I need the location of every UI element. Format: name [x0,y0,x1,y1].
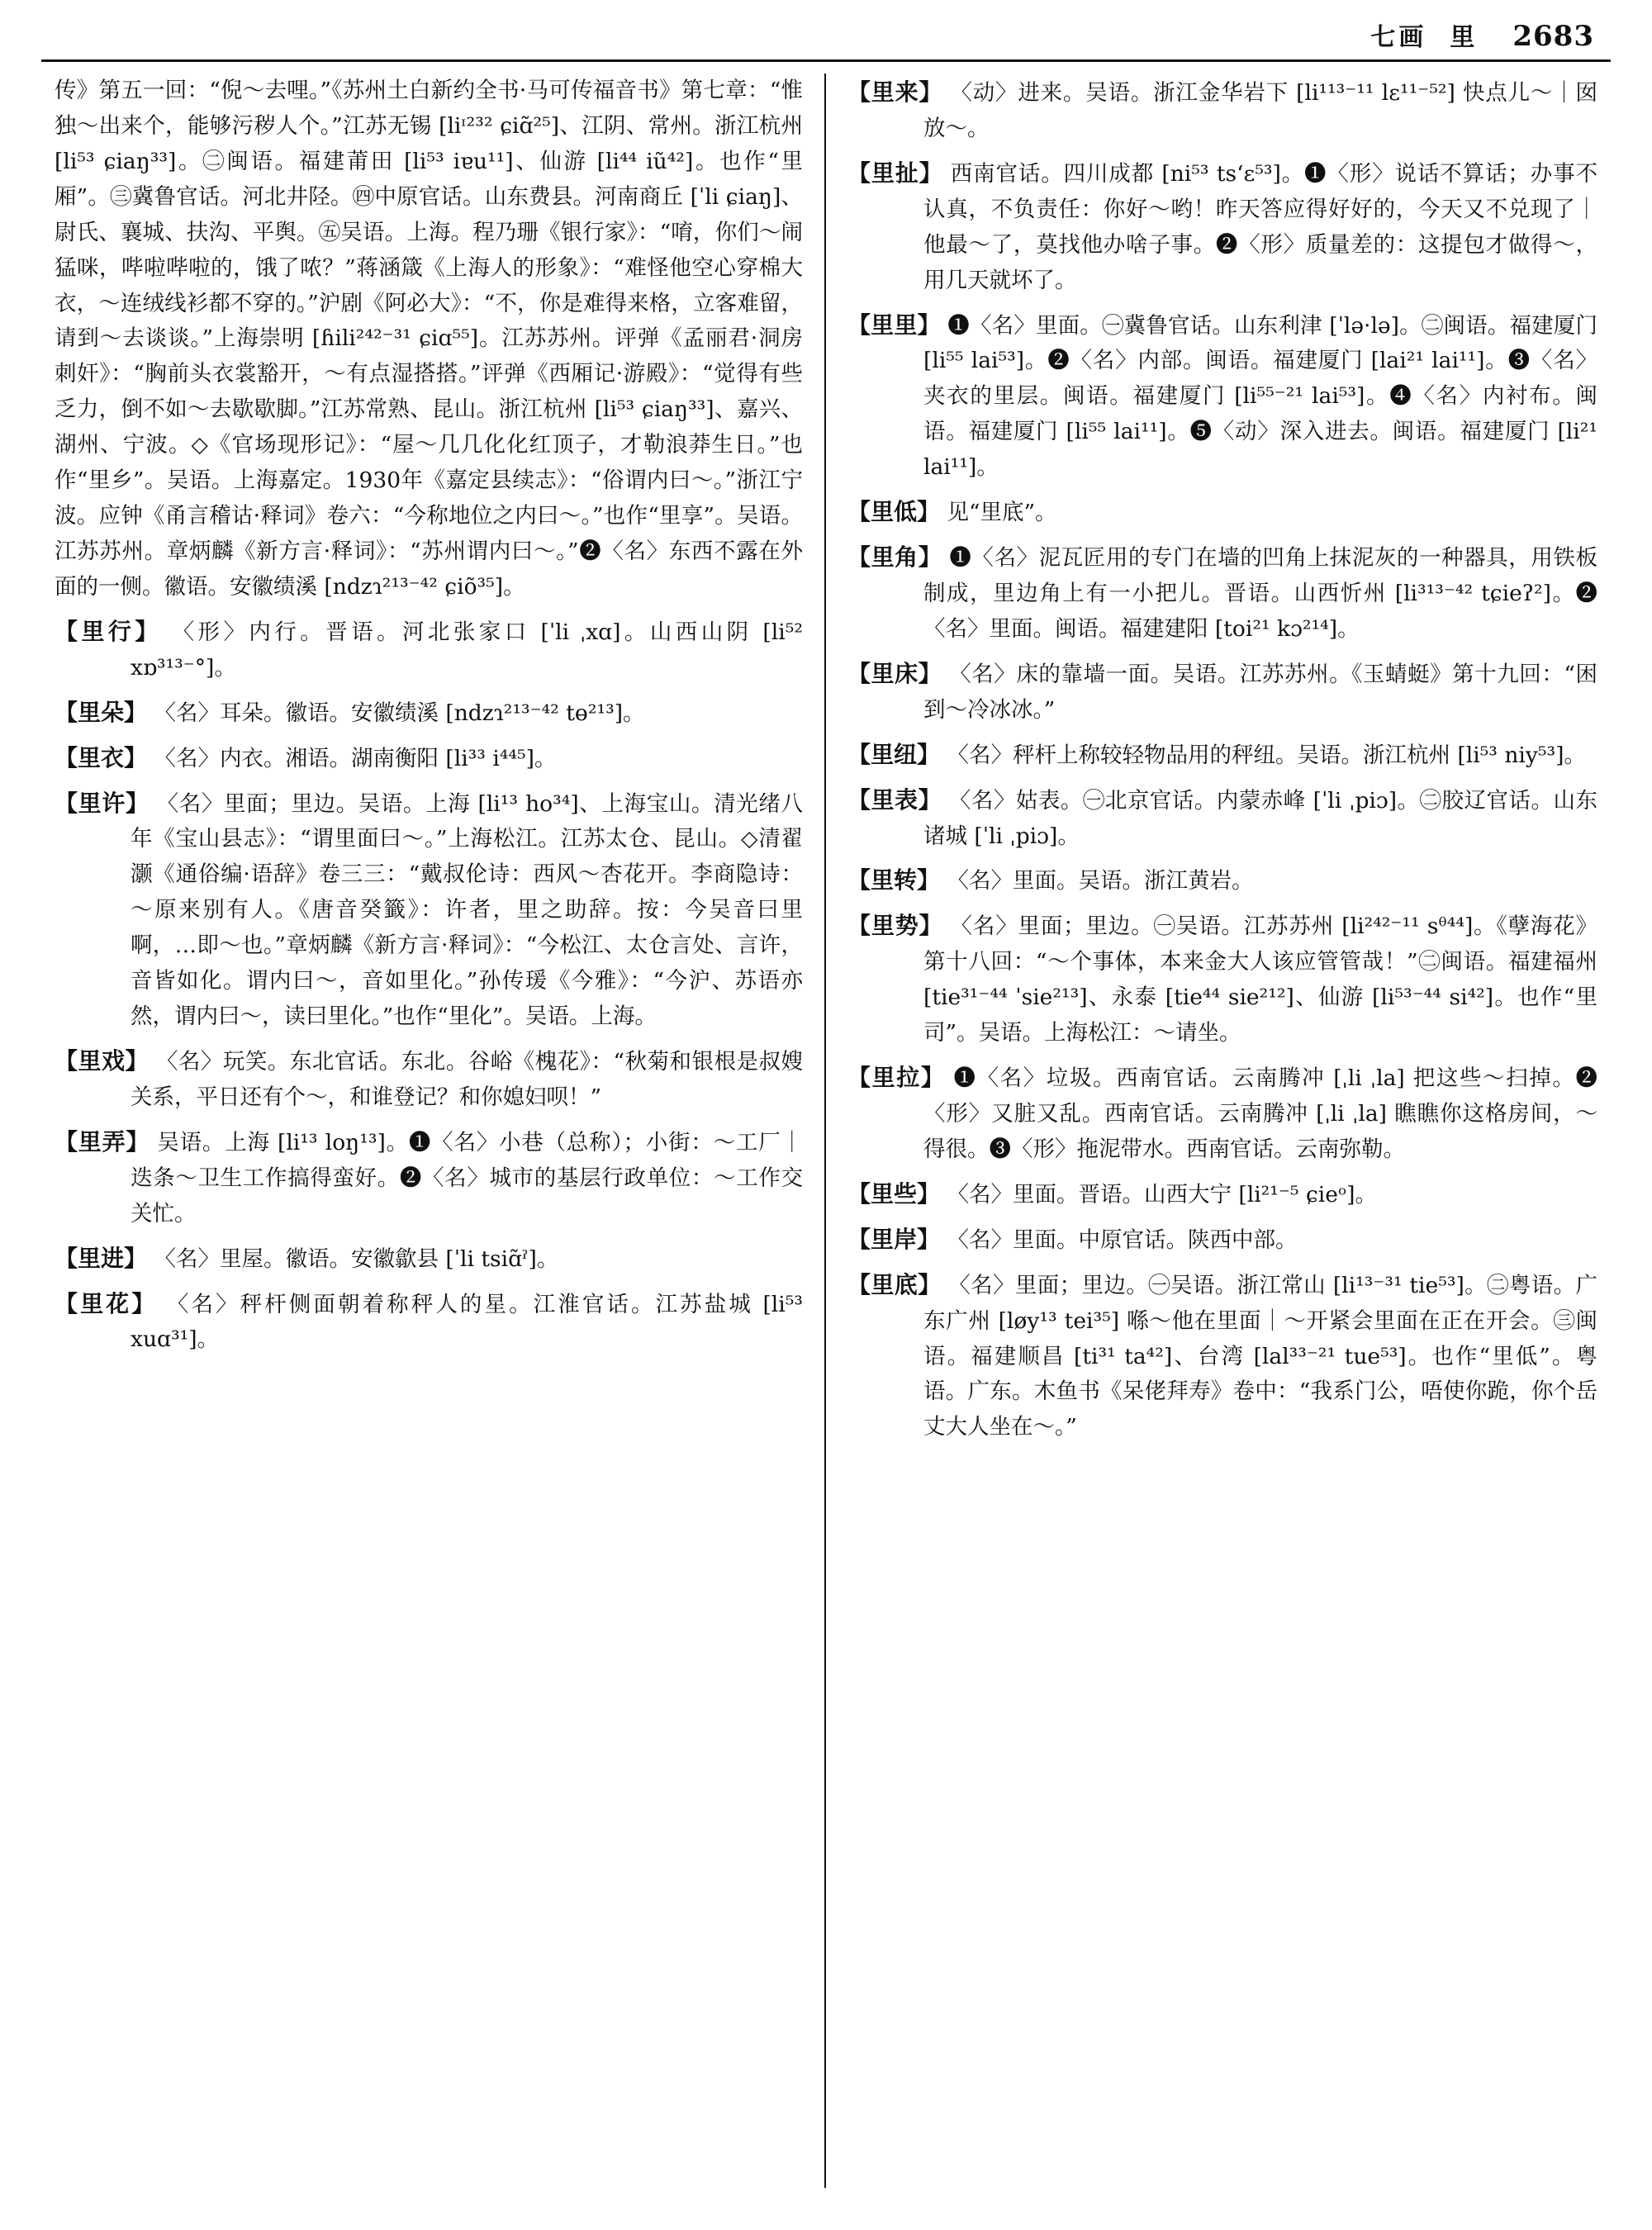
entry-liduo [55,694,803,732]
entry-lishi [847,907,1597,1051]
entry-body: 〈名〉里面；里边。吴语。上海 [li¹³ ho³⁴]、上海宝山。清光绪八年《宝山县志》：“谓里面曰～。”上海松江。江苏太仓、昆山。◇清翟灏《通俗编·语辞》卷三三：“戴叔伦诗：西风～杏花开。李商隐诗：～原来别有人。《唐音癸籤》：许者，里之助辞。按：今吴音曰里啊，…即～也。”章炳麟《新方言·释词》：“今松江、太仓言处、言许，音皆如化。谓内曰～，音如里化。”孙传瑗《今雅》：“今沪、苏语亦然，谓内曰～，读曰里化。”也作“里化”。吴语。上海。 [131,790,803,1030]
entry-body: 〈名〉姑表。㊀北京官话。内蒙赤峰 [ˈli ˌpiɔ]。㊁胶辽官话。山东诸城 [ˈli ˌpiɔ]。 [923,787,1597,849]
entry-lidi2 [847,493,1597,531]
entry-lixu [55,785,803,1035]
entry-body: ❶〈名〉垃圾。西南官话。云南腾冲 [ˌli ˌla] 把这些～扫掉。❷〈形〉又脏又乱。西南官话。云南腾冲 [ˌli ˌla] 瞧瞧你这格房间，～得很。❸〈形〉拖泥带水。西南官话。云南弥勒。 [923,1065,1597,1162]
page-header [33,0,1619,58]
column-left [33,74,826,2188]
entry-lidi [847,1266,1597,1446]
entry-headword: 【里岸】 [847,1225,941,1253]
entry-body: ❶〈名〉里面。㊀冀鲁官话。山东利津 [ˈlə·lə]。㊁闽语。福建厦门 [li⁵⁵ lai⁵³]。❷〈名〉内部。闽语。福建厦门 [lai²¹ lai¹¹]。❸〈名〉夹衣的里层。闽语。福建厦门 [li⁵⁵⁻²¹ lai⁵³]。❹〈名〉内衬布。闽语。福建厦门 [li⁵⁵ lai¹¹]。❺〈动〉深入进去。闽语。福建厦门 [li²¹ lai¹¹]。 [923,312,1597,481]
entry-headword: 【里来】 [847,78,943,106]
header-character: 里 [1450,23,1475,52]
entry-headword: 【里进】 [55,1244,148,1272]
text-columns [33,74,1619,2188]
header-radical: 七画 [1370,23,1427,52]
entry-headword: 【里花】 [55,1289,158,1317]
entry-body: 〈名〉秤杆侧面朝着称秤人的星。江淮官话。江苏盐城 [li⁵³ xuɑ³¹]。 [131,1291,803,1353]
entry-body: 西南官话。四川成都 [ni⁵³ tsʻɛ⁵³]。❶〈形〉说话不算话；办事不认真，不负责任：你好～哟！昨天答应得好好的，今天又不兑现了｜他最～了，莫找他办啥子事。❷〈形〉质量差的：这提包才做得～，用几天就坏了。 [923,160,1597,293]
entry-liche [847,154,1597,299]
entry-body: 传》第五一回：“倪～去哩。”《苏州土白新约全书·马可传福音书》第七章：“惟独～出来个，能够污秽人个。”江苏无锡 [liᶦ²³² ɕiɑ̃²⁵]、江阴、常州。浙江杭州 [li⁵³ ɕiaŋ³³]。㊁闽语。福建莆田 [li⁵³ iɐu¹¹]、仙游 [li⁴⁴ iũ⁴²]。也作“里厢”。㊂冀鲁官话。河北井陉。㊃中原官话。山东费县。河南商丘 [ˈli ɕiaŋ]、尉氏、襄城、扶沟、平舆。㊄吴语。上海。程乃珊《银行家》：“唷，你们～闹猛咪，哔啦哔啦的，饿了哝？”蒋涵箴《上海人的形象》：“难怪他空心穿棉大衣，～连绒线衫都不穿的。”沪剧《阿必大》：“不，你是难得来格，立客难留，请到～去谈谈。”上海崇明 [ɦili²⁴²⁻³¹ ɕiɑ⁵⁵]。江苏苏州。评弹《孟丽君·洞房刺奸》：“胸前头衣裳豁开，～有点湿搭搭。”评弹《西厢记·游殿》：“觉得有些乏力，倒不如～去歇歇脚。”江苏常熟、昆山。浙江杭州 [li⁵³ ɕiaŋ³³]、嘉兴、湖州、宁波。◇《官场现形记》：“屋～几几化化红顶子，才勒浪莽生日。”也作“里乡”。吴语。上海嘉定。1930年《嘉定县续志》：“俗谓内曰～。”浙江宁波。应钟《甬言稽诂·释词》卷六：“今称地位之内曰～。”也作“里享”。吴语。江苏苏州。章炳麟《新方言·释词》：“苏州谓内曰～。”❷〈名〉东西不露在外面的一侧。徽语。安徽绩溪 [ndzɿ²¹³⁻⁴² ɕiõ³⁵]。 [55,78,803,600]
entry-lilai [847,74,1597,147]
entry-body: ❶〈名〉泥瓦匠用的专门在墙的凹角上抹泥灰的一种器具，用铁板制成，里边角上有一小把儿。晋语。山西忻州 [li³¹³⁻⁴² tɕieʔ²]。❷〈名〉里面。闽语。福建建阳 [toi²¹ kɔ²¹⁴]。 [923,545,1597,642]
entry-lili [847,306,1597,486]
entry-lixing [55,613,803,686]
column-right [826,74,1619,2188]
entry-headword: 【里朵】 [55,698,148,726]
entry-lizhuan [847,861,1597,899]
entry-body: 〈名〉里面。晋语。山西大宁 [li²¹⁻⁵ ɕieᵒ]。 [947,1181,1377,1208]
entry-headword: 【里表】 [847,785,942,814]
entry-headword: 【里转】 [847,866,941,894]
entry-headword: 【里扯】 [847,159,943,187]
entry-headword: 【里些】 [847,1179,941,1208]
entry-lian [847,1221,1597,1259]
entry-body: 〈名〉秤杆上称较轻物品用的秤纽。吴语。浙江杭州 [li⁵³ niy⁵³]。 [947,742,1586,768]
entry-body: 〈名〉内衣。湘语。湖南衡阳 [li³³ i⁴⁴⁵]。 [154,745,557,771]
entry-body: 见“里底”。 [947,500,1057,526]
entry-libiao [847,781,1597,855]
entry-liyi [55,739,803,777]
entry-body: 〈名〉里面。吴语。浙江黄岩。 [947,868,1254,894]
entry-body: 吴语。上海 [li¹³ loŋ¹³]。❶〈名〉小巷（总称）；小街：～工厂｜迭条～卫生工作搞得蛮好。❷〈名〉城市的基层行政单位：～工作交关忙。 [131,1129,803,1226]
entry-headword: 【里势】 [847,912,943,940]
entry-liniu [847,736,1597,774]
entry-body: 〈动〉进来。吴语。浙江金华岩下 [li¹¹³⁻¹¹ lɛ¹¹⁻⁵²] 快点儿～｜囡放～。 [923,80,1597,141]
entry-lixie [847,1175,1597,1213]
page-number: 2683 [1512,20,1594,53]
entry-body: 〈名〉耳朵。徽语。安徽绩溪 [ndzɿ²¹³⁻⁴² tɵ²¹³]。 [154,700,645,726]
entry-headword: 【里衣】 [55,743,148,771]
entry-lixi [55,1042,803,1116]
entry-headword: 【里角】 [847,543,942,572]
entry-linong [55,1123,803,1232]
entry-lichuang [847,655,1597,728]
entry-body: 〈名〉里面；里边。㊀吴语。江苏苏州 [li²⁴²⁻¹¹ sᶿ⁴⁴]。《孽海花》第十八回：“～个事体，本来金大人该应管管哉！”㊁闽语。福建福州 [tie³¹⁻⁴⁴ ˈsie²¹³]、永泰 [tie⁴⁴ sie²¹²]、仙游 [li⁵³⁻⁴⁴ si⁴²]。也作“里司”。吴语。上海松江：～请坐。 [923,913,1597,1046]
entry-headword: 【里低】 [847,498,941,526]
entry-headword: 【里戏】 [55,1046,149,1075]
entry-lihua [55,1285,803,1359]
entry-body: 〈名〉玩笑。东北官话。东北。谷峪《槐花》：“秋菊和银根是叔嫂关系，平日还有个～，和谁登记？和你媳妇呗！” [131,1048,803,1110]
entry-headword: 【里许】 [55,789,150,817]
entry-headword: 【里弄】 [55,1127,150,1155]
header-rule [41,59,1611,62]
entry-body: 〈形〉内行。晋语。河北张家口 [ˈli ˌxɑ]。山西山阴 [li⁵² xɒ³¹³⁻°]。 [131,619,803,681]
entry-lila [847,1059,1597,1168]
entry-headword: 【里床】 [847,659,942,687]
entry-body: 〈名〉里面；里边。㊀吴语。浙江常山 [li¹³⁻³¹ tie⁵³]。㊁粤语。广东广州 [løy¹³ tei³⁵] 喺～他在里面｜～开紧会里面在正在开会。㊂闽语。福建顺昌 [ti³¹ ta⁴²]、台湾 [lal³³⁻²¹ tue⁵³]。也作“里低”。粤语。广东。木鱼书《呆佬拜寿》卷中：“我系门公，唔使你跪，你个岳丈大人坐在～。” [923,1272,1597,1440]
entry-lijiao [847,539,1597,648]
entry-continuation [55,74,803,605]
entry-body: 〈名〉里面。中原官话。陕西中部。 [947,1226,1298,1253]
entry-headword: 【里里】 [847,311,941,339]
entry-lijin [55,1240,803,1278]
entry-body: 〈名〉床的靠墙一面。吴语。江苏苏州。《玉蜻蜓》第十九回：“困到～冷冰冰。” [923,661,1597,723]
entry-headword: 【里行】 [55,617,162,645]
entry-headword: 【里底】 [847,1270,942,1298]
entry-headword: 【里纽】 [847,740,941,768]
entry-headword: 【里拉】 [847,1064,946,1092]
entry-body: 〈名〉里屋。徽语。安徽歙县 [ˈli tsiɑ̃ˀ]。 [154,1245,559,1272]
